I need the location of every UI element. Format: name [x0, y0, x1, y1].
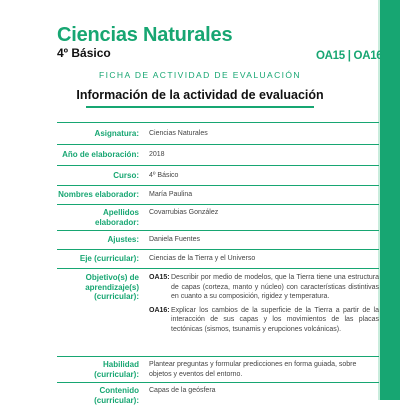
- row-value: Ciencias Naturales: [149, 129, 208, 137]
- row-label: Ajustes:: [107, 235, 139, 245]
- table-row: [57, 269, 379, 357]
- title-underline: [86, 106, 314, 108]
- table-row: [57, 166, 379, 186]
- table-row: [57, 205, 379, 231]
- row-value: 2018: [149, 151, 165, 159]
- row-value: Plantear preguntas y formular predicciones en forma guiada, sobre objetos y eventos del entorno.: [149, 361, 357, 378]
- sheet-type: FICHA DE ACTIVIDAD DE EVALUACIÓN: [99, 70, 301, 80]
- table-row: [57, 145, 379, 166]
- objectives-list: [145, 273, 379, 356]
- row-label: Asignatura:: [94, 128, 139, 138]
- row-value: Ciencias de la Tierra y el Universo: [149, 255, 256, 263]
- objective-text: Describir por medio de modelos, que la Tierra tiene una estructura de capas (corteza, manto y núcleo) con características distintivas en cuanto a su composición, rigidez y temperatura.: [171, 274, 379, 300]
- sheet-title: Información de la actividad de evaluación: [76, 88, 324, 102]
- row-label: Contenido (curricular):: [94, 386, 139, 405]
- row-label: Nombres elaborador:: [58, 190, 139, 200]
- objective-text: Explicar los cambios de la superficie de la Tierra a partir de la interacción de sus capas y los movimientos de las placas tectónicas (sismos, tsunamis y erupciones volcánicas).: [171, 306, 379, 333]
- row-label: Año de elaboración:: [62, 150, 139, 160]
- subject-title: Ciencias Naturales: [57, 24, 233, 46]
- objective-item: [149, 273, 379, 302]
- row-value: 4º Básico: [149, 171, 179, 179]
- row-value: María Paulina: [149, 191, 193, 199]
- oa-codes: OA15 | OA16: [316, 50, 383, 62]
- objective-code: OA15:: [149, 274, 170, 281]
- table-row: [57, 250, 379, 269]
- side-bar: [380, 0, 400, 400]
- table-row: [57, 186, 379, 205]
- grade-level: 4º Básico: [57, 46, 111, 60]
- table-row: [57, 357, 379, 383]
- row-value: Capas de la geósfera: [149, 387, 216, 394]
- info-table: [57, 122, 379, 407]
- row-label: Apellidos elaborador:: [95, 208, 140, 227]
- table-row: [57, 123, 379, 145]
- objective-code: OA16:: [149, 306, 170, 314]
- row-value: Covarrubias González: [149, 209, 219, 216]
- row-label: Habilidad (curricular):: [94, 360, 139, 379]
- table-row: [57, 231, 379, 250]
- objective-item: [149, 306, 379, 335]
- row-label: Curso:: [113, 170, 139, 180]
- row-value: Daniela Fuentes: [149, 236, 200, 244]
- row-label: Objetivo(s) de aprendizaje(s) (curricular):: [85, 273, 139, 301]
- row-label: Eje (curricular):: [79, 254, 139, 264]
- table-row: [57, 383, 379, 407]
